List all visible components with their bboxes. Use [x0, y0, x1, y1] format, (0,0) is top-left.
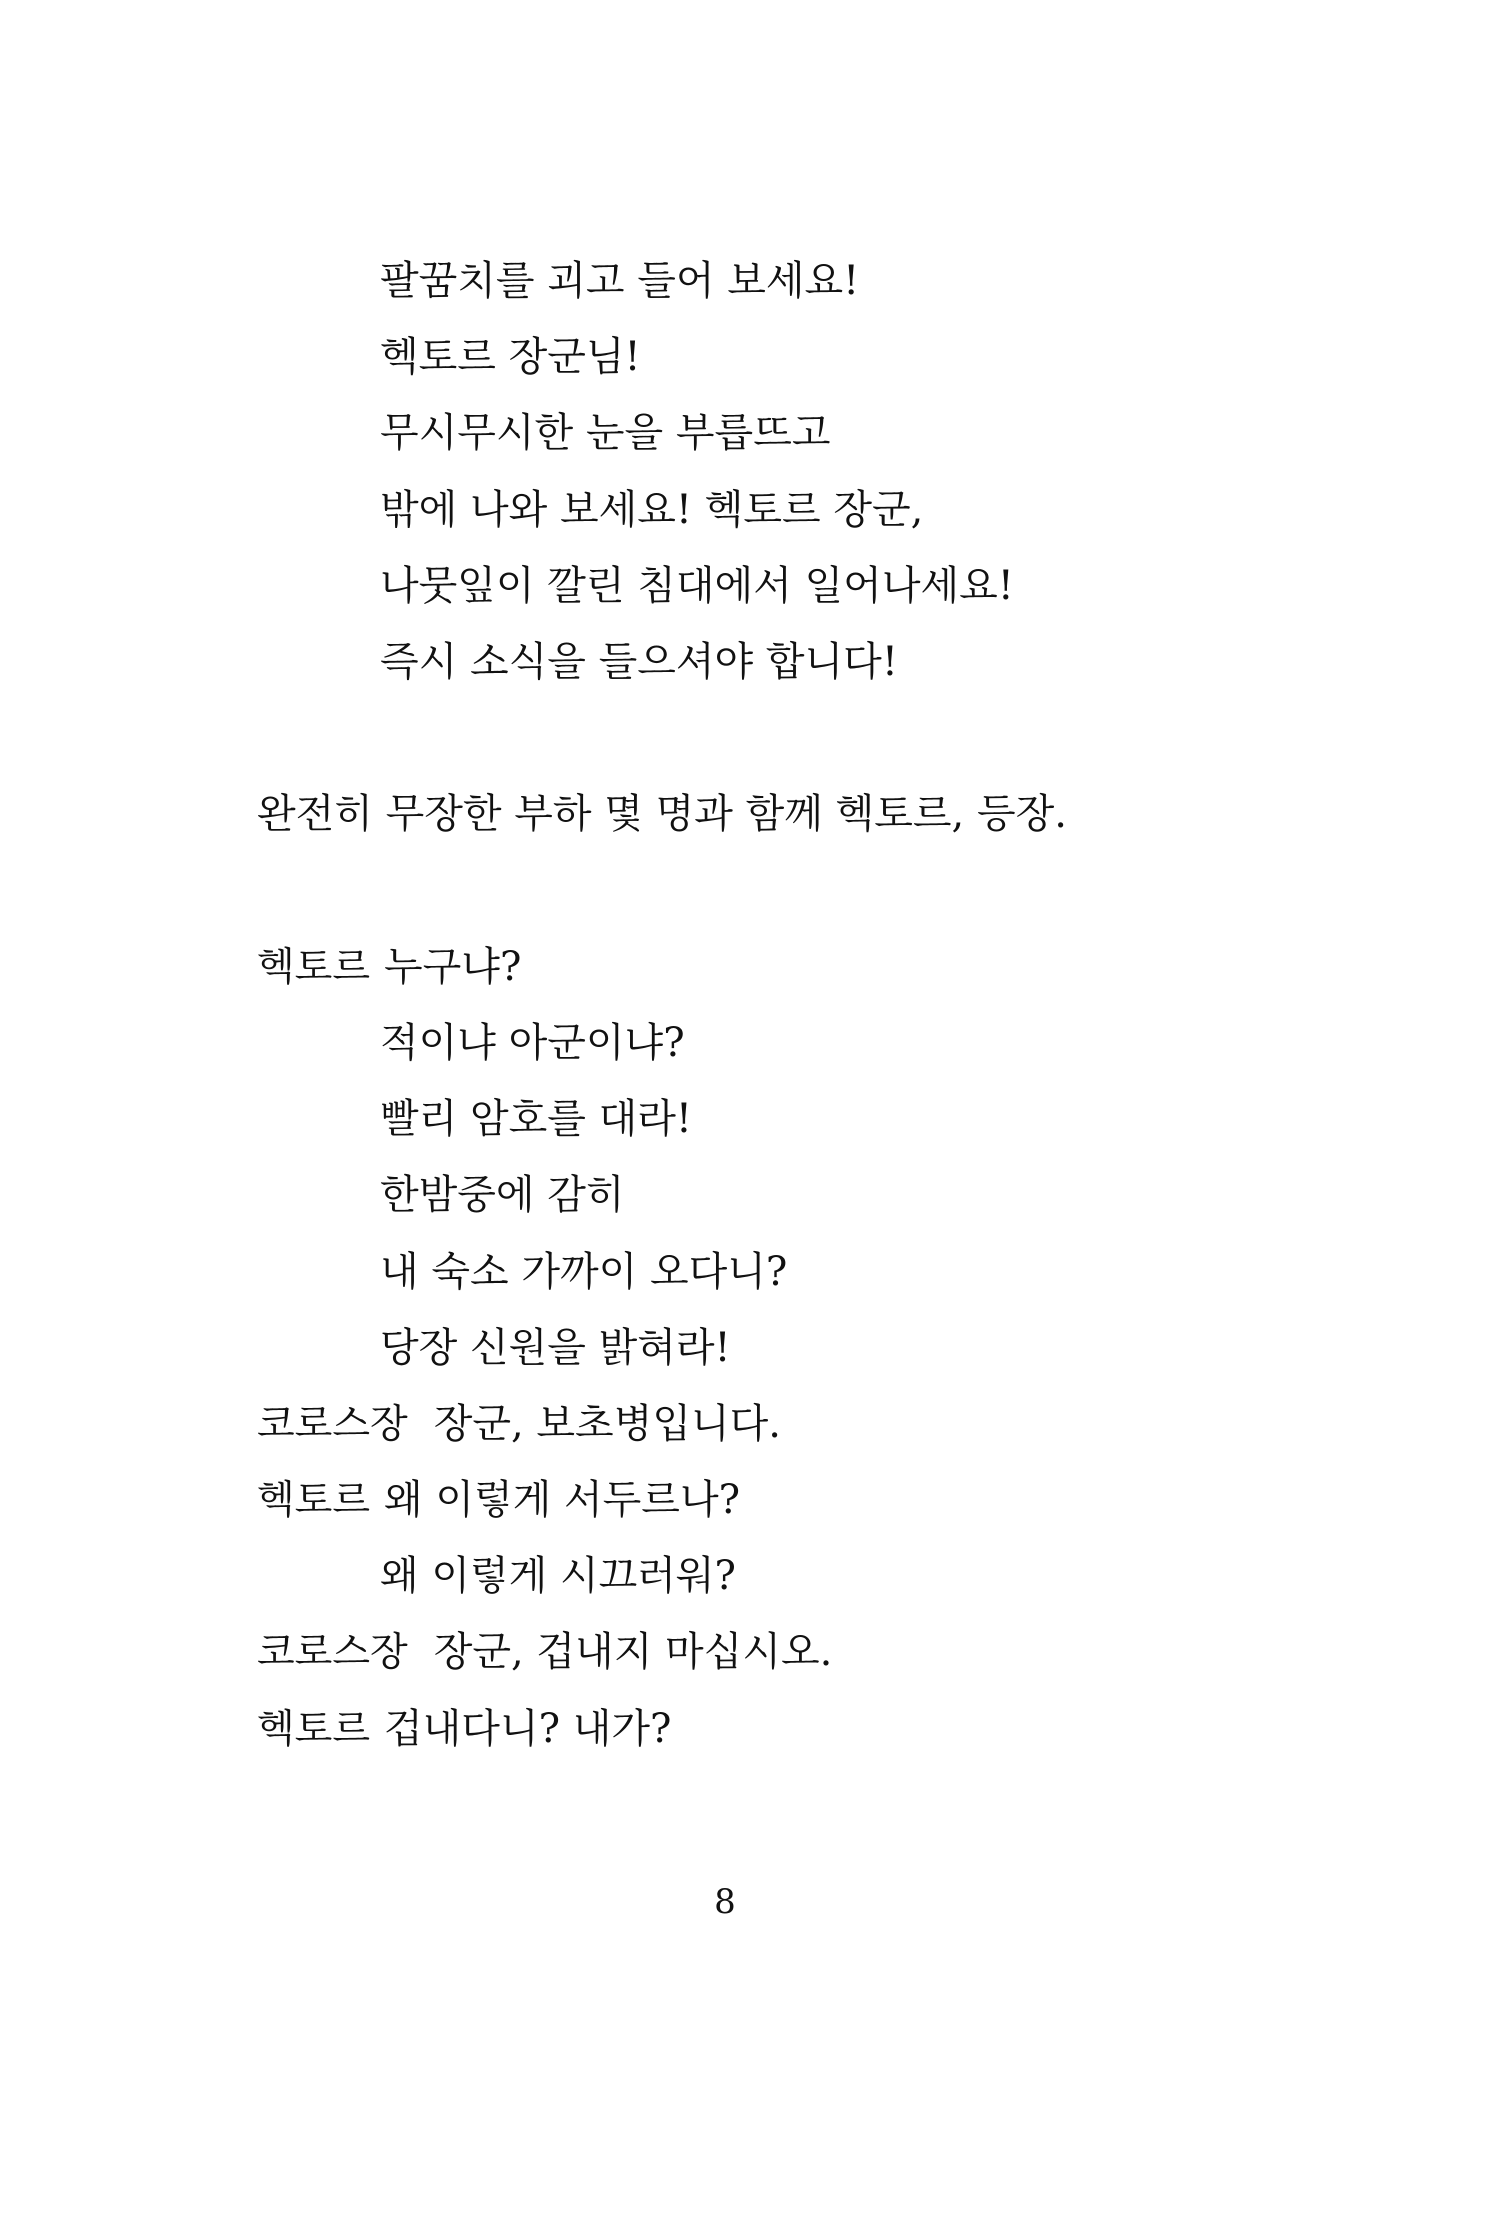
dialogue-text: 누구냐? — [384, 944, 522, 990]
dialogue-text: 왜 이렇게 서두르나? — [384, 1477, 741, 1523]
verse-line: 무시무시한 눈을 부릅뜨고 — [380, 410, 831, 456]
verse-line: 나뭇잎이 깔린 침대에서 일어나세요! — [380, 563, 1014, 609]
speaker-name: 헥토르 — [257, 1707, 371, 1752]
dialogue-line — [257, 1628, 832, 1677]
dialogue-continuation: 빨리 암호를 대라! — [380, 1096, 692, 1142]
verse-line: 즉시 소식을 들으셔야 합니다! — [380, 639, 898, 685]
dialogue-text: 겁내다니? 내가? — [384, 1706, 672, 1752]
speaker-name: 코로스장 — [257, 1402, 408, 1447]
dialogue-continuation: 적이냐 아군이냐? — [380, 1020, 685, 1066]
dialogue-line — [257, 943, 521, 992]
dialogue-text: 장군, 겁내지 마십시오. — [433, 1629, 833, 1675]
dialogue-line — [257, 1476, 740, 1525]
dialogue-line — [257, 1705, 671, 1754]
dialogue-continuation: 왜 이렇게 시끄러워? — [380, 1553, 736, 1599]
dialogue-continuation: 한밤중에 감히 — [380, 1172, 625, 1218]
speaker-name: 헥토르 — [257, 1478, 371, 1523]
verse-line: 헥토르 장군님! — [380, 334, 641, 380]
stage-direction: 완전히 무장한 부하 몇 명과 함께 헥토르, 등장. — [257, 791, 1067, 837]
verse-line: 밖에 나와 보세요! 헥토르 장군, — [380, 487, 924, 533]
dialogue-line — [257, 1400, 781, 1449]
dialogue-continuation: 내 숙소 가까이 오다니? — [380, 1249, 788, 1295]
page-number: 8 — [714, 1882, 736, 1922]
dialogue-text: 장군, 보초병입니다. — [433, 1401, 781, 1447]
speaker-name: 코로스장 — [257, 1630, 408, 1675]
speaker-name: 헥토르 — [257, 945, 371, 990]
dialogue-continuation: 당장 신원을 밝혀라! — [380, 1325, 731, 1371]
verse-line: 팔꿈치를 괴고 들어 보세요! — [380, 258, 860, 304]
